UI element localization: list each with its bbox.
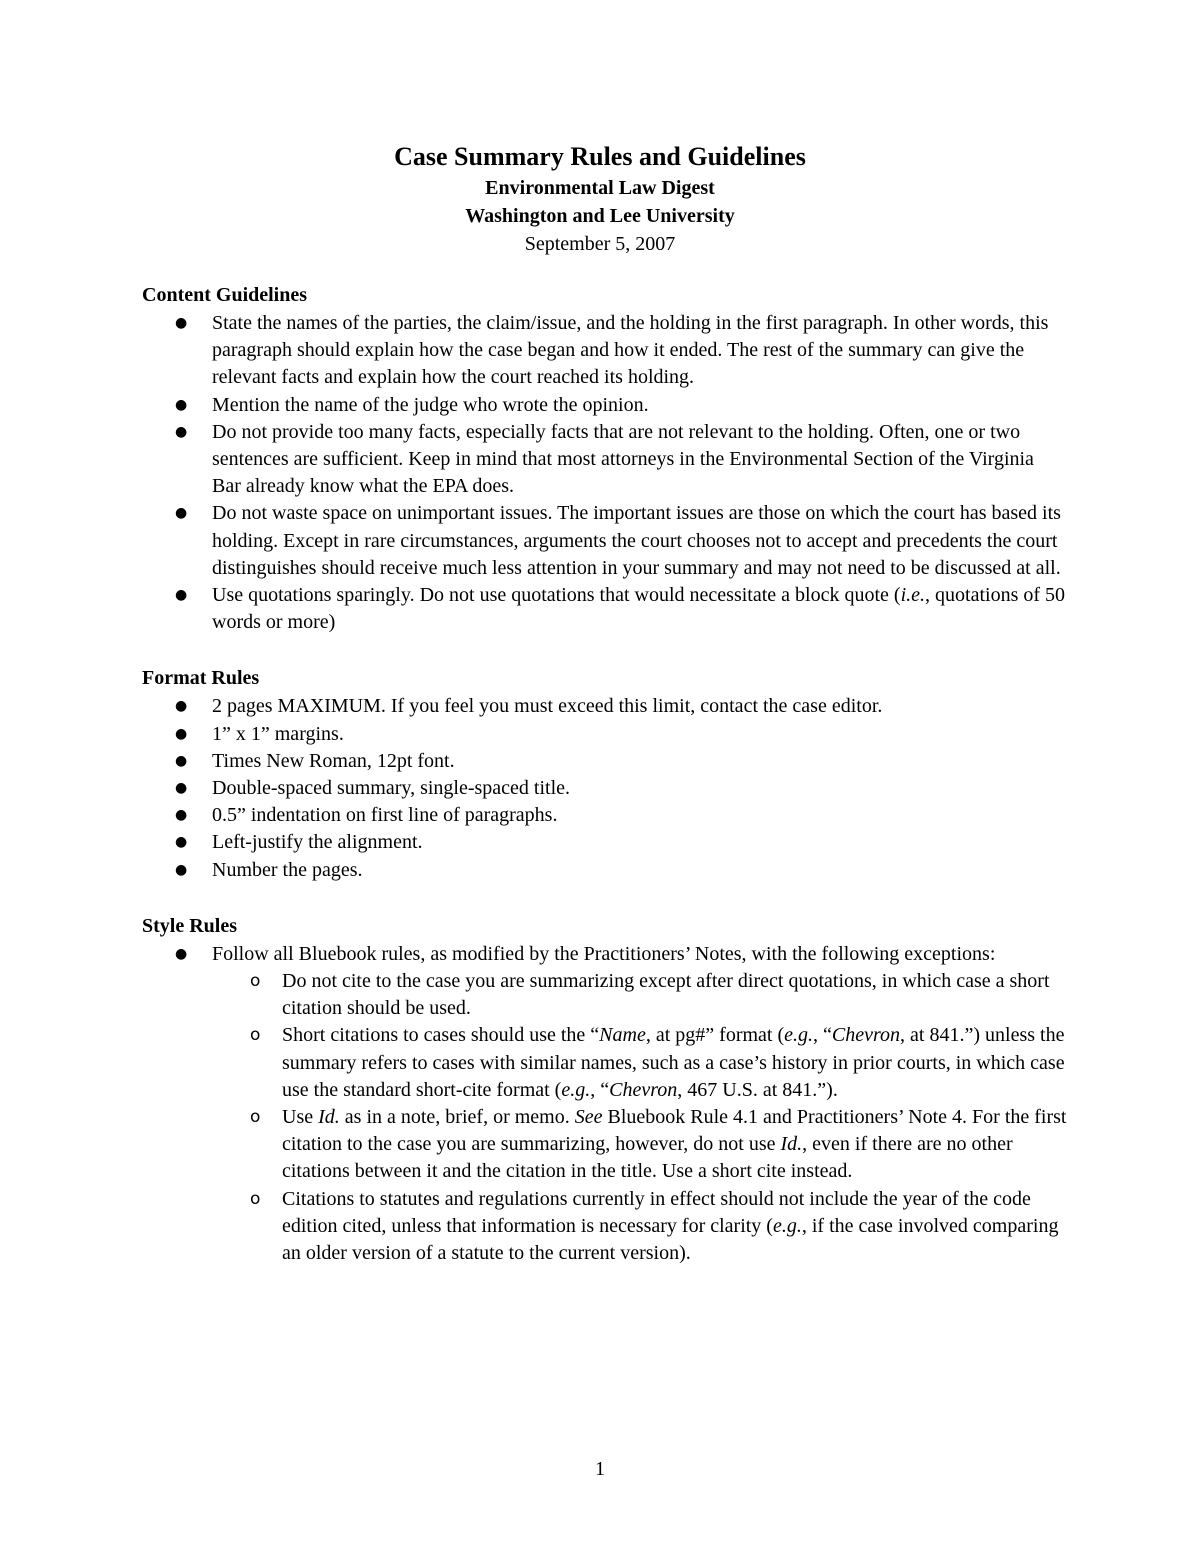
italic-text: Chevron (609, 1078, 678, 1101)
list-item: ● Left-justify the alignment. (142, 829, 1067, 856)
publication-name: Environmental Law Digest (485, 177, 715, 199)
style-rules-section (142, 911, 1067, 1267)
sub-list-item (212, 1104, 1067, 1186)
text-run: Use quotations sparingly. Do not use quotations that would necessitate a block quote ( (212, 584, 901, 607)
sub-list-item (212, 1186, 1067, 1268)
bullet-list (142, 941, 1067, 1267)
text-run: , “ (813, 1024, 832, 1047)
bullet-list (142, 693, 1067, 883)
list-item: ● Double-spaced summary, single-spaced title. (142, 775, 1067, 802)
format-rules-section (142, 663, 1067, 883)
content-guidelines-section (142, 280, 1067, 636)
text-run: Citations to statutes and regulations currently in effect should not include the year of the code edition cited, unless that information is necessary for clarity ( (282, 1187, 1031, 1237)
text-run: Use (282, 1106, 319, 1129)
institution-name: Washington and Lee University (465, 205, 735, 227)
italic-text: e.g. (561, 1078, 591, 1101)
list-item (142, 941, 1067, 1267)
text-run: Short citations to cases should use the “ (282, 1024, 600, 1047)
list-item: ● Times New Roman, 12pt font. (142, 748, 1067, 775)
italic-text: See (574, 1106, 603, 1129)
text-run: , if the case involved comparing an older version of a statute to the current version). (282, 1214, 1059, 1265)
list-item: ● Do not waste space on unimportant issues. The important issues are those on which the court has based its holding. Except in rare circumstances, arguments the court chooses not to accept and precedents the court distinguishes should receive much less attention in your summary and may not need to be discussed at all. (142, 500, 1067, 582)
text-run: , even if there are no other citations between it and the citation in the title. Use a short cite instead. (282, 1133, 1013, 1183)
text-run: , at 841.”) unless the summary refers to cases with similar names, such as a case’s history in prior courts, in which case use the standard short-cite format ( (282, 1024, 1065, 1101)
list-item (142, 582, 1067, 636)
section-heading: Content Guidelines (142, 284, 308, 306)
italic-text: Id. (780, 1133, 803, 1156)
section-heading: Format Rules (142, 667, 260, 690)
section-heading: Style Rules (142, 914, 237, 937)
list-item: ● State the names of the parties, the claim/issue, and the holding in the first paragraph. In other words, this paragraph should explain how the case began and how it ended. The rest of the summary can give the relevant facts and explain how the court reached its holding. (142, 310, 1067, 392)
list-item: ● Do not provide too many facts, especially facts that are not relevant to the holding. Often, one or two sentences are sufficient. Keep in mind that most attorneys in the Environmental Section of the Virginia Bar already know what the EPA does. (142, 419, 1067, 501)
list-item: ● Number the pages. (142, 857, 1067, 884)
italic-text: i.e. (900, 584, 926, 607)
italic-text: e.g. (784, 1024, 814, 1047)
document-date: September 5, 2007 (524, 233, 676, 255)
list-item: ● 0.5” indentation on first line of paragraphs. (142, 802, 1067, 829)
italic-text: e.g. (772, 1214, 802, 1237)
text-run: as in a note, brief, or memo. (339, 1106, 575, 1129)
italic-text: Chevron (831, 1024, 901, 1047)
document-body (142, 280, 1067, 1294)
sub-bullet-list (212, 968, 1067, 1267)
text-run: Follow all Bluebook rules, as modified by the Practitioners’ Notes, with the following exceptions: (212, 942, 996, 965)
italic-text: Id. (318, 1106, 340, 1129)
text-run: Bluebook Rule 4.1 and Practitioners’ Note 4. For the first citation to the case you are summarizing, however, do not use (282, 1106, 1067, 1156)
document-title: Case Summary Rules and Guidelines (394, 142, 806, 171)
sub-list-item: o Do not cite to the case you are summarizing except after direct quotations, in which case a short citation should be used. (212, 968, 1067, 1022)
list-item: ● Mention the name of the judge who wrote the opinion. (142, 392, 1067, 419)
text-run: , “ (590, 1078, 610, 1101)
document-header (0, 140, 1200, 258)
list-item: ● 2 pages MAXIMUM. If you feel you must exceed this limit, contact the case editor. (142, 693, 1067, 720)
page-number: 1 (595, 1458, 605, 1480)
bullet-list (142, 310, 1067, 636)
list-item: ● 1” x 1” margins. (142, 721, 1067, 748)
text-run: , 467 U.S. at 841.”). (677, 1078, 838, 1101)
text-run: , at pg#” format ( (645, 1024, 785, 1047)
text-run: , quotations of 50 words or more) (212, 584, 1066, 634)
italic-text: Name (599, 1024, 646, 1047)
sub-list-item (212, 1022, 1067, 1104)
